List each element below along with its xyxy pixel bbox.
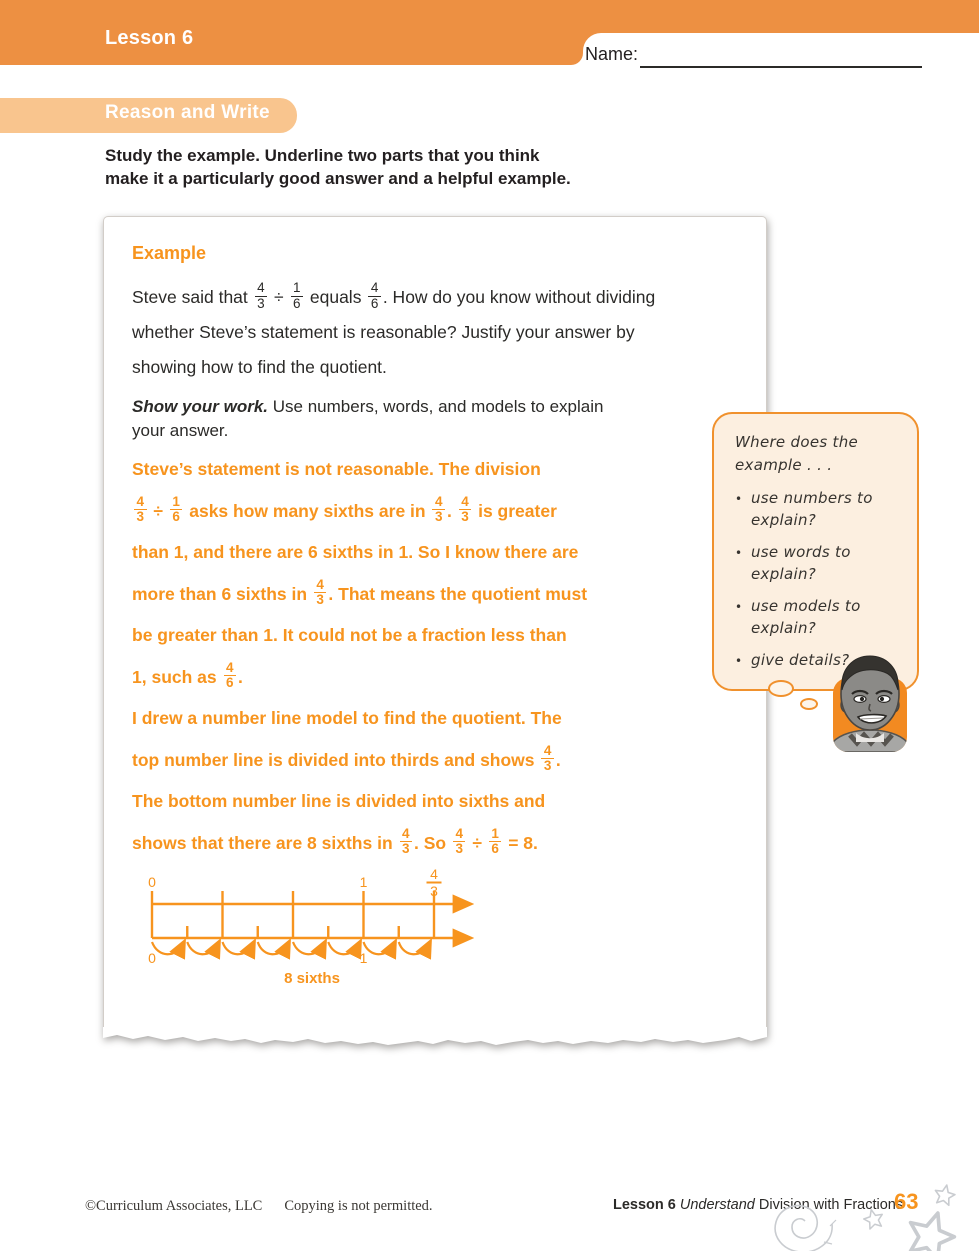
fraction: $\frac{1}{6}$ (291, 281, 304, 311)
top-label-four-thirds-denominator: 3 (430, 883, 438, 899)
corner-decorations (770, 1180, 979, 1251)
fraction: $\frac{4}{3}$ (432, 495, 445, 525)
bubble-intro-text (735, 431, 893, 477)
instruction-line1: Study the example. Underline two parts that you think (105, 146, 540, 165)
example-card-body (103, 216, 767, 1028)
name-label: Name: (585, 44, 639, 64)
torn-paper-edge (103, 1027, 767, 1051)
answer-line: than 1, and there are 6 sixths in 1. So I know there are (132, 542, 579, 562)
fraction: $\frac{4}{6}$ (224, 661, 237, 691)
thought-bubble-large (768, 680, 794, 697)
bubble-bullet-item (735, 487, 893, 531)
fraction: $\frac{4}{3}$ (255, 281, 268, 311)
lesson-number-label: Lesson 6 (105, 27, 194, 49)
show-your-work-text (132, 395, 637, 443)
student-avatar (820, 638, 930, 756)
footer-lesson-number: Lesson 6 (613, 1197, 676, 1213)
bottom-label-1: 1 (359, 950, 368, 966)
show-your-work-rest: Use numbers, words, and models to explain your answer. (132, 397, 604, 440)
footer-lesson-strand: Understand (679, 1197, 755, 1213)
instruction-line2: make it a particularly good answer and a helpful example. (105, 169, 571, 188)
name-write-line (640, 66, 922, 68)
answer-line: 1, such as $\frac{4}{6}$ . (132, 659, 243, 691)
bullet-text: give details? (751, 651, 850, 669)
bubble-bullet-item (735, 595, 893, 639)
bullet-text: use words to explain? (751, 543, 851, 583)
bottom-label-0: 0 (148, 950, 156, 966)
star-icon (862, 1207, 885, 1229)
top-label-four-thirds-numerator: 4 (430, 868, 438, 882)
answer-line: more than 6 sixths in $\frac{4}{3}$ . That means the quotient must (132, 576, 588, 608)
fraction: $\frac{4}{3}$ (400, 827, 413, 857)
star-icon (902, 1206, 960, 1251)
figure-caption: 8 sixths (284, 970, 340, 987)
fraction: $\frac{4}{6}$ (368, 281, 381, 311)
top-label-0: 0 (148, 874, 156, 890)
bullet-text: use models to explain? (751, 597, 861, 637)
fraction: $\frac{4}{3}$ (459, 495, 472, 525)
answer-line: I drew a number line model to find the quotient. The (132, 708, 562, 728)
example-card (103, 216, 767, 1051)
fraction: $\frac{4}{3}$ (314, 578, 327, 608)
answer-line: top number line is divided into thirds and shows $\frac{4}{3}$ . (132, 742, 561, 774)
bullet-dot-icon: • (735, 654, 743, 668)
page-number: 63 (894, 1189, 919, 1214)
bullet-dot-icon: • (735, 546, 743, 560)
answer-line: $\frac{4}{3}$ ÷ $\frac{1}{6}$ asks how many sixths are in $\frac{4}{3}$ . $\frac{4}{3}$ is greater (132, 491, 738, 533)
bubble-intro-line: Where does the (735, 433, 859, 451)
example-title: Example (132, 243, 207, 263)
sixths-jump-arcs (152, 942, 429, 954)
answer-line: be greater than 1. It could not be a fraction less than (132, 625, 567, 645)
fraction: $\frac{4}{3}$ (453, 827, 466, 857)
fraction: $\frac{4}{3}$ (134, 495, 147, 525)
student-answer-text (132, 449, 738, 864)
answer-line: Steve’s statement is not reasonable. The division (132, 459, 541, 479)
answer-line: The bottom number line is divided into sixths and (132, 791, 546, 811)
star-icon (933, 1183, 957, 1206)
number-line-model (140, 868, 520, 990)
answer-line: shows that there are 8 sixths in $\frac{4}{3}$ . So $\frac{4}{3}$ ÷ $\frac{1}{6}$ = 8. (132, 825, 538, 857)
bullet-dot-icon: • (735, 600, 743, 614)
instruction-text (105, 144, 571, 190)
bullet-text: use numbers to explain? (751, 489, 873, 529)
shell-spiral-icon (775, 1206, 832, 1251)
show-your-work-label: Show your work. (132, 397, 269, 416)
copyright-owner: ©Curriculum Associates, LLC (85, 1198, 263, 1214)
footer-lesson-title: Division with Fractions (754, 1197, 904, 1213)
fraction: $\frac{4}{3}$ (541, 744, 554, 774)
copyright-text (85, 1198, 433, 1215)
copy-permission: Copying is not permitted. (284, 1198, 433, 1214)
problem-text: Steve said that $\frac{4}{3}$ ÷ $\frac{1}{6}$ equals $\frac{4}{6}$ . How do you know without dividing whether Steve’s statement is reasonable? Justify your answer by showing how to find the quotient. (132, 280, 656, 377)
section-title: Reason and Write (105, 102, 270, 123)
bubble-intro-line: example . . . (735, 456, 833, 474)
top-label-1: 1 (359, 874, 368, 890)
thought-bubble-small (800, 698, 818, 710)
fraction: $\frac{1}{6}$ (170, 495, 183, 525)
bullet-dot-icon: • (735, 492, 743, 506)
bubble-bullet-item (735, 541, 893, 585)
fraction: $\frac{1}{6}$ (489, 827, 502, 857)
